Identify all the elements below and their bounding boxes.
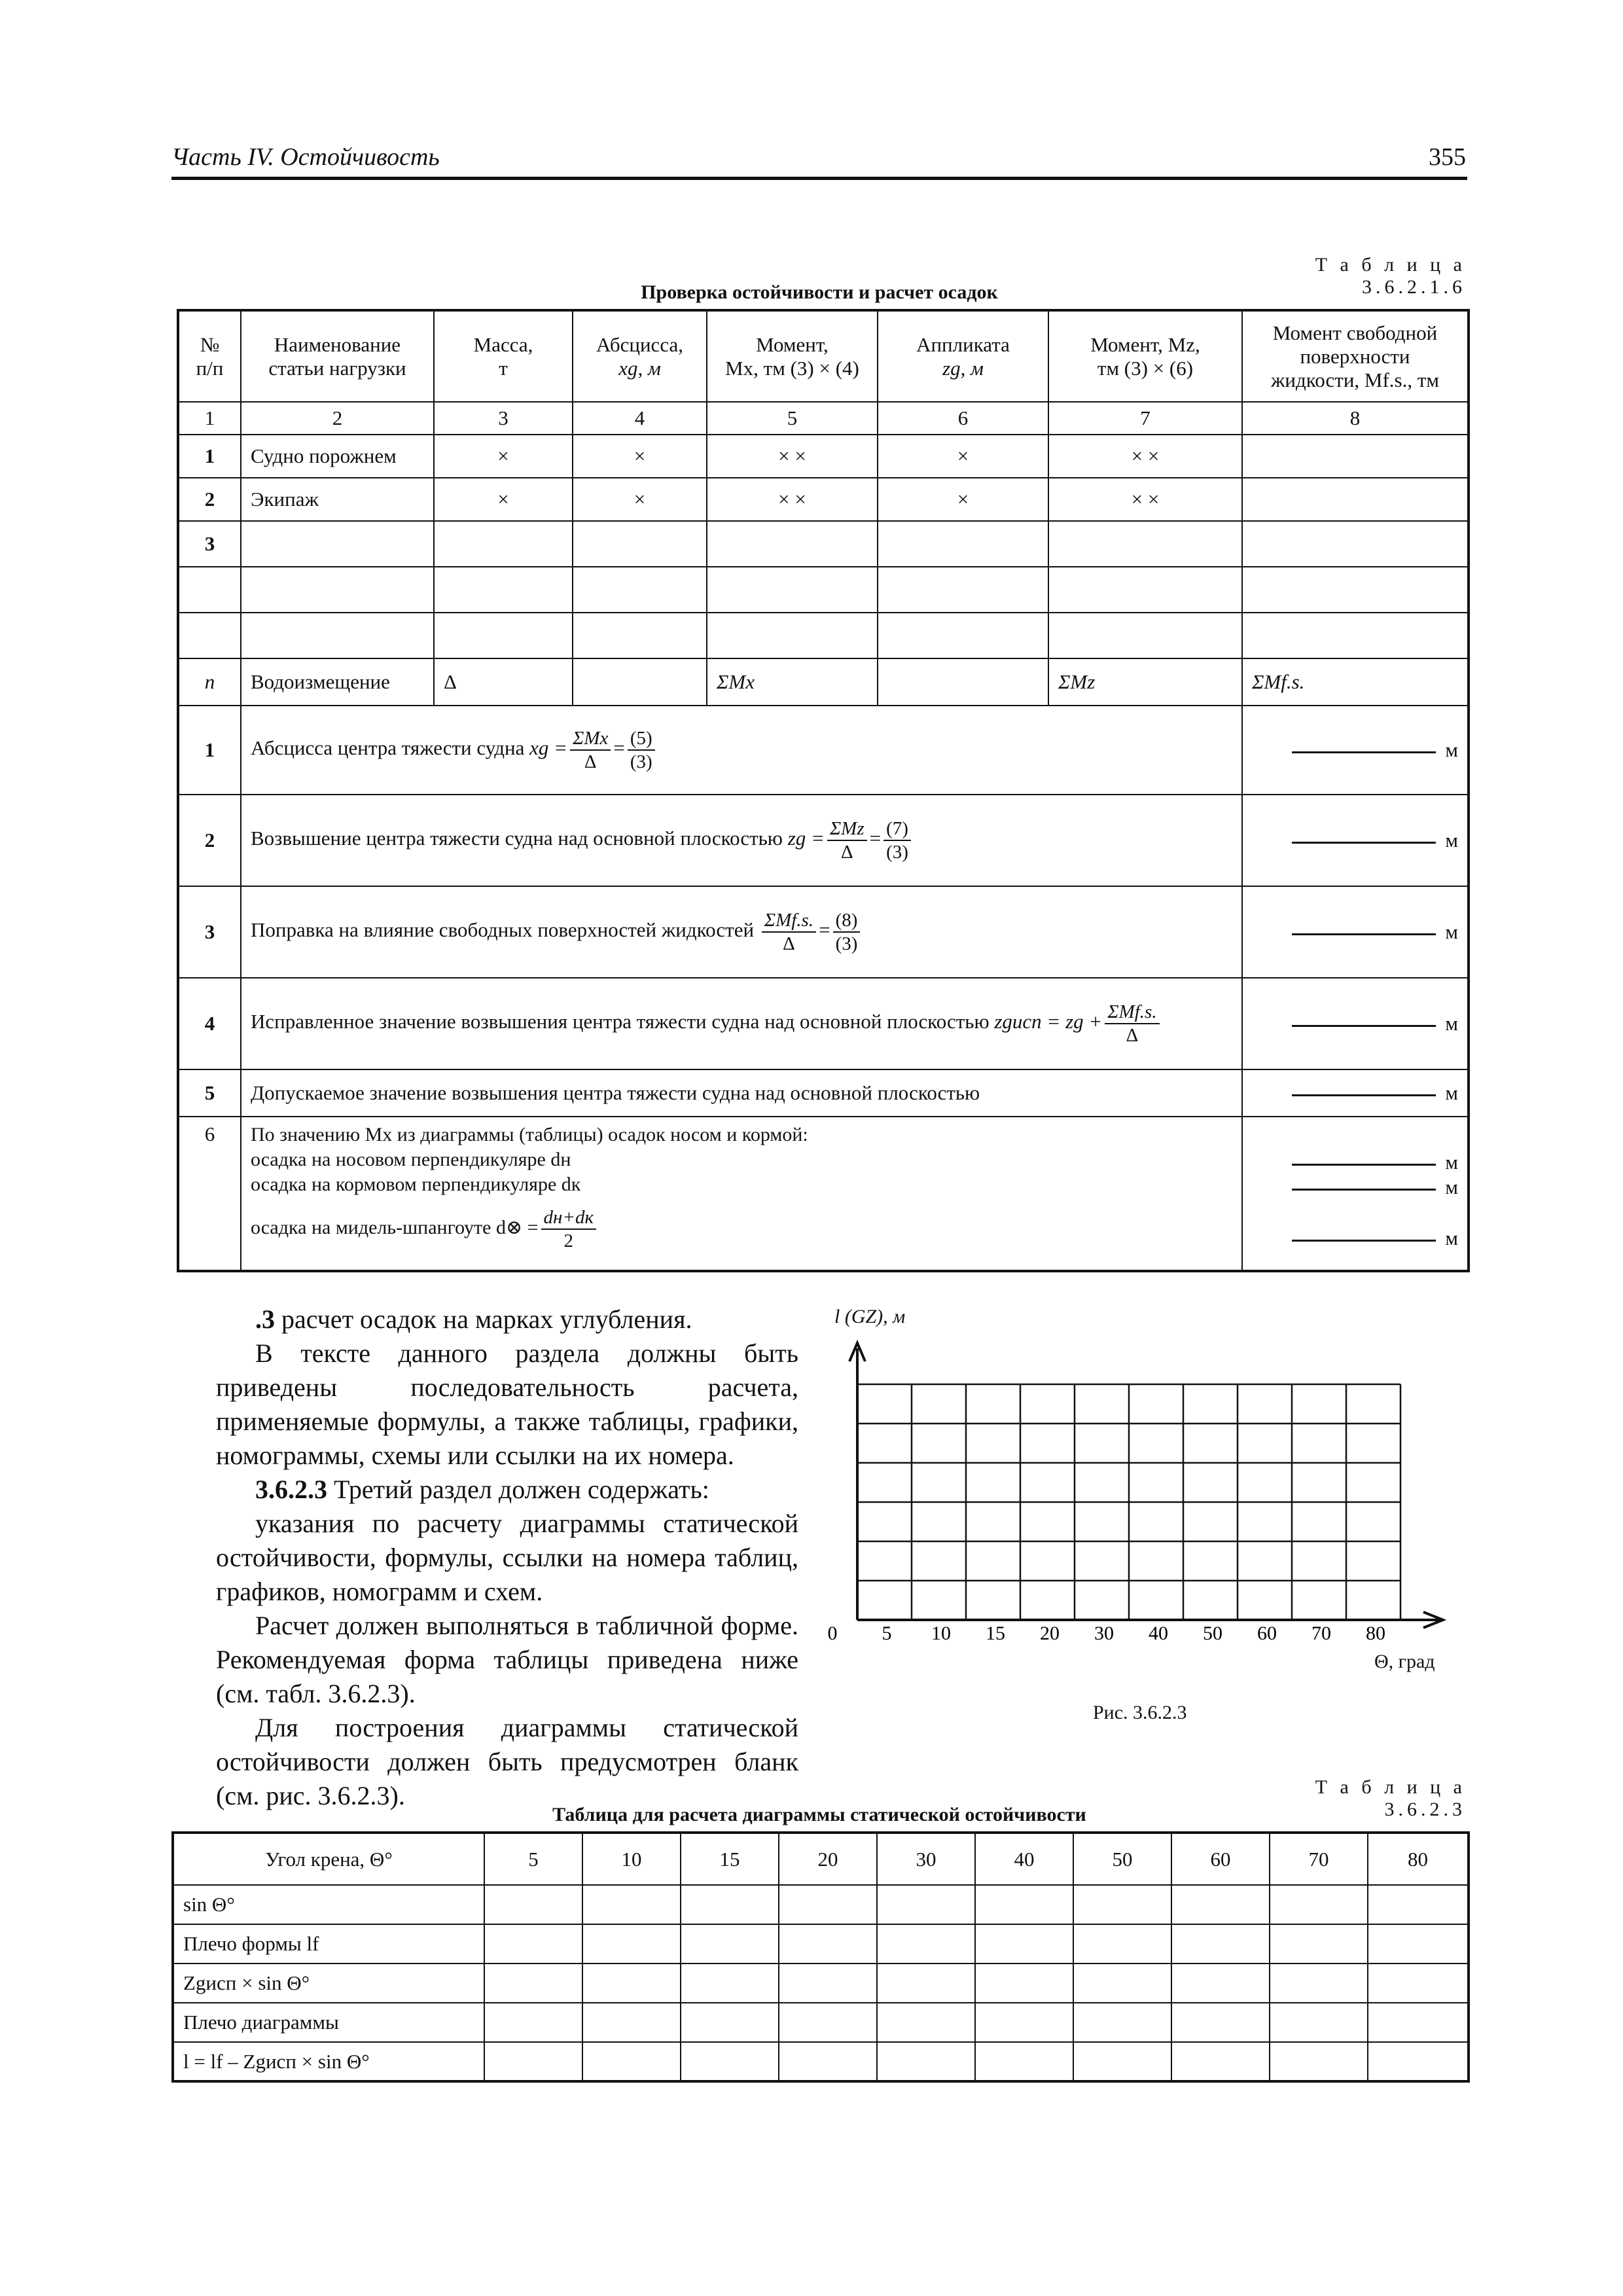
static-stability-table — [171, 1831, 1470, 2083]
answer-blank[interactable] — [1292, 1187, 1436, 1191]
paragraph: Расчет должен выполняться в табличной форме. Рекомендуемая форма таблицы приведена ниже (см. табл. 3.6.2.3). — [216, 1611, 798, 1708]
paragraph: Для построения диаграммы статической остойчивости должен быть предусмотрен бланк (см. рис. 3.6.2.3). — [216, 1713, 798, 1810]
col-number: 8 — [1242, 402, 1469, 435]
header-rule — [171, 177, 1467, 180]
draft-line: осадка на мидель-шпангоуте d⊗ = $\frac{dн+dк}{2}$ — [251, 1206, 1232, 1252]
angle-value: 40 — [975, 1833, 1073, 1885]
table-row — [178, 435, 1469, 478]
draft-line: По значению Mx из диаграммы (таблицы) осадок носом и кормой: — [251, 1124, 808, 1145]
chart-ylabel: l (GZ), м — [834, 1306, 906, 1327]
cell: × × — [1048, 478, 1242, 521]
table1-number: Т а б л и ц а 3.6.2.1.6 — [1315, 254, 1466, 298]
row-label: Zgисп × sin Θ° — [173, 1964, 484, 2003]
load-item-name: Экипаж — [241, 478, 434, 521]
row-label: l = lf – Zgисп × sin Θ° — [173, 2042, 484, 2081]
cell — [1242, 521, 1469, 567]
row-number: 4 — [178, 978, 241, 1069]
cell — [434, 567, 573, 613]
paragraph: В тексте данного раздела должны быть приведены последовательность расчета, применяемые формулы, а также таблицы, графики, номограммы, схемы или ссылки на их номера. — [216, 1338, 798, 1470]
row-number: 1 — [178, 706, 241, 795]
angle-value: 50 — [1073, 1833, 1171, 1885]
answer-cell — [1242, 1117, 1469, 1271]
sum-mfs: ΣMf.s. — [1242, 658, 1469, 706]
calc-description: Исправленное значение возвышения центра тяжести судна над основной плоскостью zgисп = zg + $\frac{\text{ΣMf.s.}}{\Delta}$ — [241, 978, 1242, 1069]
grid — [857, 1384, 1400, 1620]
calc-description: Допускаемое значение возвышения центра тяжести судна над основной плоскостью — [241, 1069, 1242, 1117]
answer-blank[interactable] — [1292, 1024, 1436, 1027]
x-tick-label: 30 — [1094, 1623, 1114, 1644]
cell — [434, 521, 573, 567]
calc-description: Возвышение центра тяжести судна над основной плоскостью zg = $\frac{\text{ΣMz}}{\Delta}$ = $\frac{(7)}{(3)}$ — [241, 795, 1242, 886]
table-row — [178, 567, 1469, 613]
answer-blank[interactable] — [1292, 932, 1436, 935]
cell — [1242, 478, 1469, 521]
table-row — [178, 613, 1469, 658]
cell — [241, 613, 434, 658]
col-number: 4 — [573, 402, 707, 435]
cell — [707, 521, 878, 567]
answer-blank[interactable] — [1292, 1162, 1436, 1166]
paragraph: .3 расчет осадок на марках углубления. — [255, 1304, 692, 1334]
paragraph: 3.6.2.3 Третий раздел должен содержать: — [255, 1475, 709, 1504]
cell — [573, 521, 707, 567]
table2-header-row — [173, 1833, 1469, 1885]
table-row — [178, 521, 1469, 567]
angle-value: 15 — [681, 1833, 779, 1885]
angle-value: 30 — [877, 1833, 975, 1885]
answer-line: м — [1252, 1150, 1458, 1175]
calc-row — [178, 1069, 1469, 1117]
cell — [1242, 613, 1469, 658]
calc-description: Абсцисса центра тяжести судна xg = $\frac{\text{ΣMx}}{\Delta}$ = $\frac{(5)}{(3)}$ — [241, 706, 1242, 795]
angle-value: 5 — [484, 1833, 582, 1885]
cell — [573, 567, 707, 613]
cell — [878, 521, 1048, 567]
cell — [1242, 567, 1469, 613]
row-number: n — [178, 658, 241, 706]
col-number: 7 — [1048, 402, 1242, 435]
cell — [178, 613, 241, 658]
table1-header-cell: Аппликата zg, м — [878, 310, 1048, 402]
cell — [178, 567, 241, 613]
cell — [1242, 435, 1469, 478]
x-tick-label: 60 — [1257, 1623, 1277, 1644]
displacement-label: Водоизмещение — [241, 658, 434, 706]
cell — [1048, 521, 1242, 567]
x-tick-label: 10 — [931, 1623, 951, 1644]
cell — [878, 658, 1048, 706]
answer-line: м — [1252, 1175, 1458, 1200]
table1-title: Проверка остойчивости и расчет осадок — [641, 281, 998, 303]
cell — [878, 613, 1048, 658]
row-number: 5 — [178, 1069, 241, 1117]
table1-header-cell: Масса, т — [434, 310, 573, 402]
answer-cell: м — [1242, 706, 1469, 795]
stability-check-table — [177, 309, 1470, 1272]
col-number: 6 — [878, 402, 1048, 435]
running-header-section: Часть IV. Остойчивость — [171, 143, 440, 171]
answer-cell: м — [1242, 978, 1469, 1069]
cell — [434, 613, 573, 658]
answer-blank[interactable] — [1292, 840, 1436, 844]
calc-row — [178, 706, 1469, 795]
cell: × × — [1048, 435, 1242, 478]
answer-cell: м — [1242, 795, 1469, 886]
angle-value: 60 — [1171, 1833, 1270, 1885]
sum-mz: ΣMz — [1048, 658, 1242, 706]
answer-cell: м — [1242, 1069, 1469, 1117]
col-number: 3 — [434, 402, 573, 435]
x-tick-label: 50 — [1203, 1623, 1222, 1644]
row-label: sin Θ° — [173, 1885, 484, 1924]
x-tick-label: 20 — [1040, 1623, 1060, 1644]
cell: × — [878, 478, 1048, 521]
calc-row — [178, 886, 1469, 978]
cell — [1048, 613, 1242, 658]
load-item-name: Судно порожнем — [241, 435, 434, 478]
cell — [573, 613, 707, 658]
row-number: 6 — [178, 1117, 241, 1271]
x-tick-label: 0 — [827, 1623, 838, 1644]
table1-header-cell: Момент, Mz, тм (3) × (6) — [1048, 310, 1242, 402]
cell: × — [573, 435, 707, 478]
x-tick-label: 5 — [882, 1623, 892, 1644]
angle-value: 10 — [582, 1833, 681, 1885]
cell: × — [434, 478, 573, 521]
page-number: 355 — [1429, 143, 1466, 171]
calc-row — [178, 978, 1469, 1069]
table-row — [173, 2042, 1469, 2081]
table2-number: Т а б л и ц а 3.6.2.3 — [1315, 1776, 1466, 1820]
table1-header-cell: № п/п — [178, 310, 241, 402]
angle-value: 70 — [1270, 1833, 1368, 1885]
displacement-row — [178, 658, 1469, 706]
x-tick-labels — [828, 1623, 1386, 1644]
cell: × × — [707, 478, 878, 521]
table-row — [173, 1964, 1469, 2003]
cell — [241, 567, 434, 613]
x-tick-label: 80 — [1366, 1623, 1385, 1644]
cell: × × — [707, 435, 878, 478]
cell — [241, 521, 434, 567]
answer-line: м — [1252, 1226, 1458, 1251]
table1-header-cell: Абсцисса, xg, м — [573, 310, 707, 402]
col-number: 2 — [241, 402, 434, 435]
row-number: 3 — [178, 521, 241, 567]
x-tick-label: 40 — [1149, 1623, 1168, 1644]
table1-header-cell: Наименование статьи нагрузки — [241, 310, 434, 402]
angle-value: 20 — [779, 1833, 877, 1885]
table-row — [178, 478, 1469, 521]
cell: × — [434, 435, 573, 478]
angle-header: Угол крена, Θ° — [173, 1833, 484, 1885]
row-number: 2 — [178, 478, 241, 521]
table2-body — [173, 1885, 1469, 2081]
table-row — [173, 2003, 1469, 2042]
table1-header-cell: Момент свободной поверхности жидкости, Mf.s., тм — [1242, 310, 1469, 402]
table-row — [173, 1924, 1469, 1964]
displacement-symbol: Δ — [434, 658, 573, 706]
table-row — [173, 1885, 1469, 1924]
x-tick-label: 70 — [1311, 1623, 1331, 1644]
angle-value: 80 — [1368, 1833, 1469, 1885]
cell — [707, 567, 878, 613]
body-text — [216, 1302, 798, 1813]
x-tick-label: 15 — [986, 1623, 1005, 1644]
cell: × — [573, 478, 707, 521]
row-number: 1 — [178, 435, 241, 478]
draft-line: осадка на кормовом перпендикуляре dк — [251, 1174, 581, 1195]
row-number: 2 — [178, 795, 241, 886]
stability-diagram-blank — [827, 1335, 1472, 1644]
row-label: Плечо диаграммы — [173, 2003, 484, 2042]
chart-xlabel: Θ, град — [1374, 1651, 1435, 1672]
draft-description — [241, 1117, 1242, 1271]
draft-line: осадка на носовом перпендикуляре dн — [251, 1149, 571, 1170]
table1-header-cell: Момент, Mx, тм (3) × (4) — [707, 310, 878, 402]
cell — [573, 658, 707, 706]
draft-row — [178, 1117, 1469, 1271]
sum-mx: ΣMx — [707, 658, 878, 706]
cell — [1048, 567, 1242, 613]
table2-title: Таблица для расчета диаграммы статической остойчивости — [552, 1804, 1086, 1825]
answer-blank[interactable] — [1292, 1093, 1436, 1096]
cell: × — [878, 435, 1048, 478]
col-number: 1 — [178, 402, 241, 435]
cell — [707, 613, 878, 658]
calc-description: Поправка на влияние свободных поверхностей жидкостей $\frac{\text{ΣMf.s.}}{\Delta}$ = $\frac{(8)}{(3)}$ — [241, 886, 1242, 978]
row-number: 3 — [178, 886, 241, 978]
col-number: 5 — [707, 402, 878, 435]
table1-column-number-row — [178, 402, 1469, 435]
answer-blank[interactable] — [1292, 750, 1436, 753]
figure-caption: Рис. 3.6.2.3 — [1093, 1702, 1187, 1723]
cell — [878, 567, 1048, 613]
row-label: Плечо формы lf — [173, 1924, 484, 1964]
table1-header-row — [178, 310, 1469, 402]
answer-blank[interactable] — [1292, 1238, 1436, 1242]
paragraph: указания по расчету диаграммы статической остойчивости, формулы, ссылки на номера таблиц, графиков, номограмм и схем. — [216, 1509, 798, 1606]
calc-row — [178, 795, 1469, 886]
answer-cell: м — [1242, 886, 1469, 978]
